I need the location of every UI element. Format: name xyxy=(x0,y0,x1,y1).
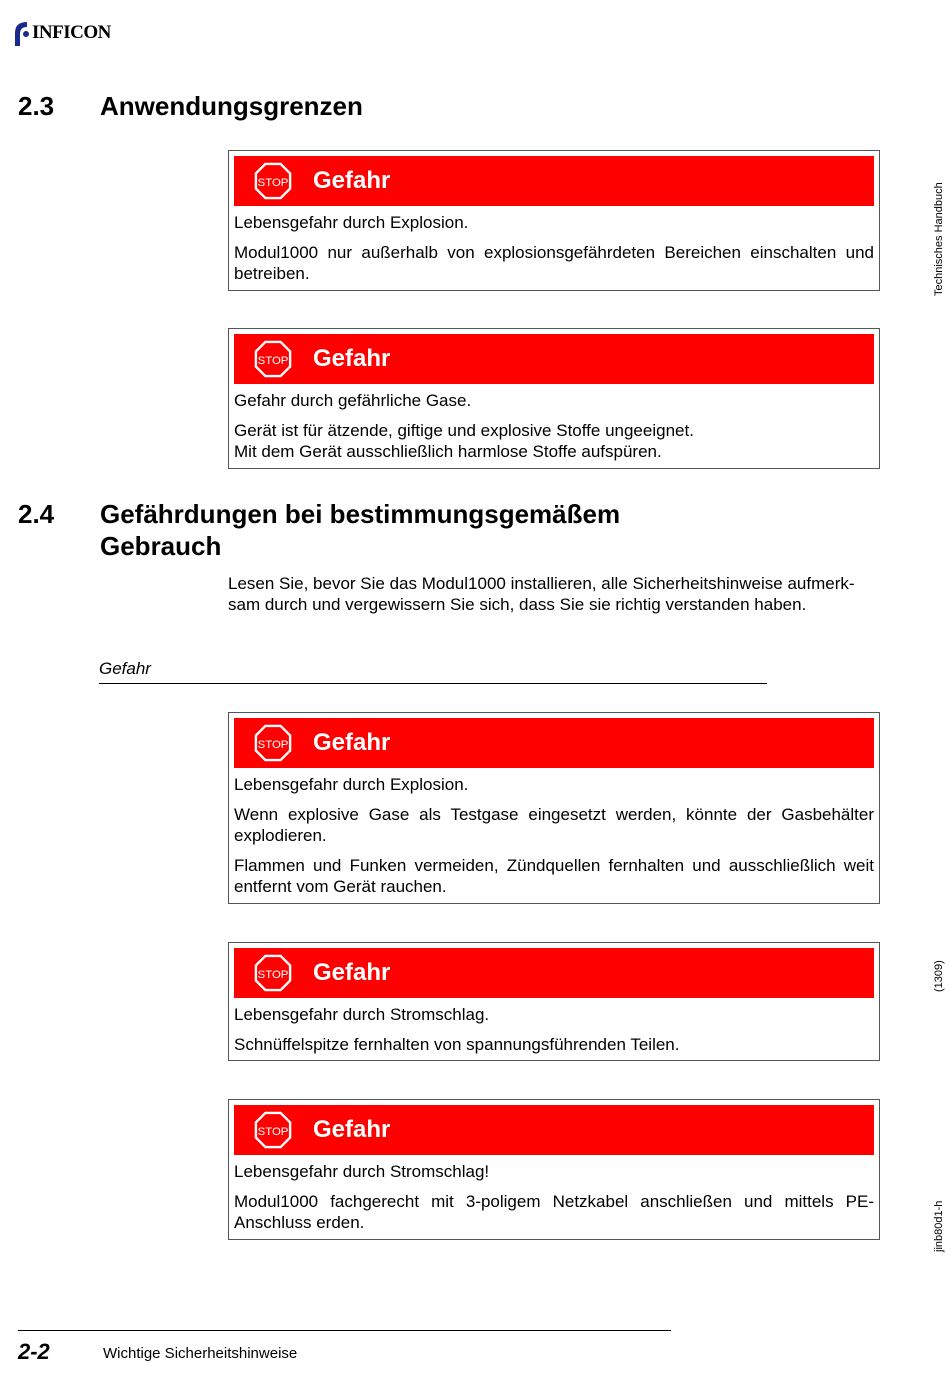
danger-box xyxy=(228,1099,880,1240)
danger-label: Gefahr xyxy=(313,167,391,194)
danger-box xyxy=(228,712,880,904)
stop-sign-icon xyxy=(254,340,292,378)
logo-text: INFICON xyxy=(32,22,111,43)
danger-text: Lebensgefahr durch Stromschlag. xyxy=(234,1005,490,1024)
footer-rule xyxy=(18,1330,671,1331)
sidebar-doc-type: Technisches Handbuch xyxy=(933,182,945,296)
danger-text: Schnüffelspitze fernhalten von spannungsführenden Teilen. xyxy=(234,1035,680,1054)
danger-label: Gefahr xyxy=(313,959,391,986)
stop-sign-icon xyxy=(254,1111,292,1149)
danger-text: Wenn explosive Gase als Testgase eingesetzt werden, könnte der Gasbehälter explodieren. xyxy=(234,805,874,845)
stop-sign-icon xyxy=(254,162,292,200)
stop-text: STOP xyxy=(257,738,289,751)
intro-line: sam durch und vergewissern Sie sich, dass Sie sie richtig verstanden haben. xyxy=(228,595,807,614)
danger-text: Lebensgefahr durch Explosion. xyxy=(234,213,469,232)
subheading-gefahr: Gefahr xyxy=(99,657,767,684)
intro-paragraph xyxy=(228,573,882,615)
danger-banner xyxy=(234,334,874,384)
danger-text: Flammen und Funken vermeiden, Zündquellen fernhalten und ausschließlich weit entfernt vom Gerät rauchen. xyxy=(234,856,874,896)
section-title: Anwendungsgrenzen xyxy=(100,91,363,121)
danger-text: Gerät ist für ätzende, giftige und explosive Stoffe ungeeignet. xyxy=(234,421,694,440)
stop-sign-icon xyxy=(254,724,292,762)
danger-text: Mit dem Gerät ausschließlich harmlose Stoffe aufspüren. xyxy=(234,442,662,461)
danger-label: Gefahr xyxy=(313,729,391,756)
page-number: 2-2 xyxy=(18,1339,50,1364)
section-title-line1: Gefährdungen bei bestimmungsgemäßem xyxy=(100,499,621,529)
section-number: 2.3 xyxy=(18,91,55,121)
sidebar-date-code: (1309) xyxy=(933,960,945,992)
danger-text: Lebensgefahr durch Stromschlag! xyxy=(234,1162,490,1181)
sidebar-doc-id: jinb80d1-h xyxy=(933,1200,945,1252)
danger-box xyxy=(228,942,880,1061)
danger-text: Gefahr durch gefährliche Gase. xyxy=(234,391,472,410)
danger-banner xyxy=(234,718,874,768)
stop-text: STOP xyxy=(257,176,289,189)
section-number: 2.4 xyxy=(18,499,55,529)
stop-sign-icon xyxy=(254,954,292,992)
danger-banner xyxy=(234,156,874,206)
section-heading-2-3 xyxy=(18,90,618,122)
danger-text: Modul1000 nur außerhalb von explosionsgefährdeten Bereichen einschalten und betreiben. xyxy=(234,243,874,283)
danger-label: Gefahr xyxy=(313,345,391,372)
danger-banner xyxy=(234,1105,874,1155)
section-title-line2: Gebrauch xyxy=(100,531,222,561)
danger-box xyxy=(228,328,880,469)
danger-banner xyxy=(234,948,874,998)
danger-box xyxy=(228,150,880,291)
intro-line: Lesen Sie, bevor Sie das Modul1000 installieren, alle Sicherheitshinweise aufmerk- xyxy=(228,574,855,593)
danger-text: Modul1000 fachgerecht mit 3-poligem Netzkabel anschließen und mittels PE-Anschluss erden. xyxy=(234,1192,874,1232)
inficon-logo xyxy=(12,20,111,46)
stop-text: STOP xyxy=(257,968,289,981)
inficon-logo-mark-icon xyxy=(12,20,30,46)
danger-label: Gefahr xyxy=(313,1116,391,1143)
danger-text: Lebensgefahr durch Explosion. xyxy=(234,775,469,794)
stop-text: STOP xyxy=(257,1125,289,1138)
stop-text: STOP xyxy=(257,354,289,367)
section-heading-2-4 xyxy=(18,498,718,562)
footer-chapter-title: Wichtige Sicherheitshinweise xyxy=(103,1345,298,1362)
